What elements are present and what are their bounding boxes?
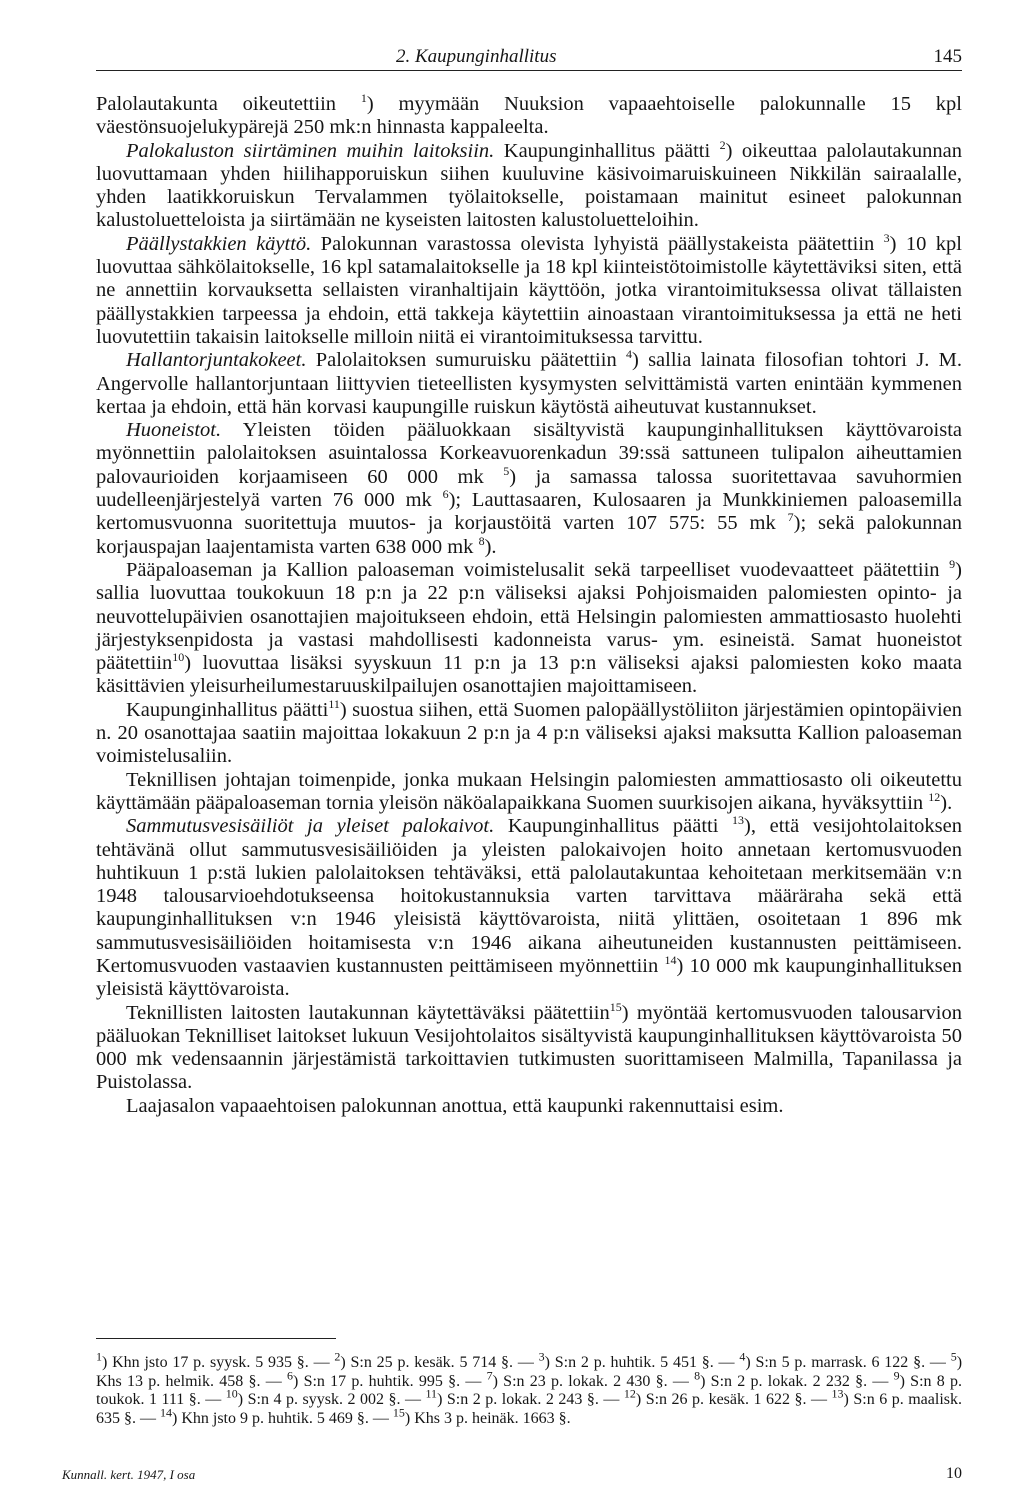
footer-sheet-number: 10 <box>946 1465 962 1482</box>
footnote-ref: 2 <box>719 137 726 152</box>
footnote-ref: 7 <box>486 1368 493 1383</box>
footnote-ref: 3 <box>538 1349 545 1364</box>
text-run: ); sekä palokunnan korjauspajan laajentamista varten 638 000 mk <box>96 512 963 558</box>
paragraph <box>96 419 962 559</box>
text-run: Teknillisten laitosten lautakunnan käytettäväksi päätettiin <box>126 1001 610 1024</box>
text-run: ) S:n 17 p. huhtik. 995 §. — <box>293 1372 487 1390</box>
section-heading: Sammutusvesisäiliöt ja yleiset palokaivot. <box>126 815 495 838</box>
text-run: ) S:n 4 p. syysk. 2 002 §. — <box>237 1391 426 1408</box>
running-header <box>96 40 962 71</box>
section-heading: Huoneistot. <box>126 419 222 442</box>
text-run: ) luovuttaa lisäksi syyskuun 11 p:n ja 13 p:n väliseksi ajaksi palomiesten koko maata käsittävien yleisurheilumestaruuskilpailujen osanottajien majoittamiseen. <box>96 652 962 698</box>
footnote-ref: 13 <box>732 813 745 828</box>
text-run: ) S:n 26 p. kesäk. 1 622 §. — <box>635 1391 832 1408</box>
paragraph <box>96 137 962 233</box>
text-run: Palolaitoksen sumuruisku päätettiin <box>306 349 626 372</box>
text-run: ) S:n 25 p. kesäk. 5 714 §. — <box>340 1354 539 1371</box>
text-run: ) oikeuttaa palolautakunnan luovuttamaan yhden hiilihapporuiskun siihen kuuluvine käsivoimaruiskuineen Nikkilän sairaalalle, yhden laatikkoruiskun Tervalammen työlaitokselle, poistamaan mainitut esineet palokunnan kalustoluetteloista ja siirtämään ne kyseisten laitosten kalustoluetteloihin. <box>96 139 962 232</box>
text-run: ) Khs 13 p. helmik. 458 §. — <box>96 1354 963 1390</box>
paragraph <box>96 1095 962 1118</box>
footnote-ref: 10 <box>225 1386 238 1401</box>
footnote-ref: 8 <box>478 533 485 548</box>
footnote-ref: 6 <box>287 1368 293 1383</box>
footnote-ref: 15 <box>609 999 622 1014</box>
text-run: Teknillisen johtajan toimenpide, jonka mukaan Helsingin palomiesten ammattiosasto oli oikeutettu käyttämään pääpaloaseman tornia yleisön näköalapaikkana Suomen suurkisojen aikana, hyväksyttiin <box>96 768 962 814</box>
footnote-ref: 15 <box>392 1405 405 1420</box>
text-run: Kaupunginhallitus päätti <box>126 698 329 721</box>
text-run: ) S:n 2 p. huhtik. 5 451 §. — <box>544 1354 740 1371</box>
footnote-ref: 5 <box>950 1349 957 1364</box>
text-run: Yleisten töiden pääluokkaan sisältyvistä kaupunginhallituksen käyttövaroista myönnettiin palolaitoksen asuintalossa Korkeavuorenkadun 39:ssä sattuneen tulipalon aiheuttamien palovaurioiden korjaamiseen 60 000 mk <box>96 419 962 488</box>
text-run: ); Lauttasaaren, Kulosaaren ja Munkkiniemen paloasemilla kertomusvuonna suoritettuja muutos- ja korjaustöitä varten 107 575: 55 mk <box>96 489 962 535</box>
footnote-ref: 4 <box>625 347 632 362</box>
footnote-ref: 7 <box>787 510 794 525</box>
text-run: ) myöntää kertomusvuoden talousarvion pääluokan Teknilliset laitokset lukuun Vesijohtolaitos sisältyvistä kaupunginhallituksen käyttövaroista 50 000 mk vedensaannin järjestämistä tarkoittavien tutkimusten suorittamiseen Malmilla, Tapanilassa ja Puistolassa. <box>96 1001 962 1094</box>
footnote-ref: 3 <box>883 230 890 245</box>
footnote-ref: 14 <box>160 1405 172 1420</box>
footnote-rule <box>96 1338 336 1339</box>
text-run: ) S:n 23 p. lokak. 2 430 §. — <box>492 1372 695 1390</box>
text-run: ) S:n 2 p. lokak. 2 243 §. — <box>437 1391 624 1408</box>
text-run: ) suostua siihen, että Suomen palopäällystöliiton järjestämien opintopäivien n. 20 osanottajaa saatiin majoittaa lokakuun 2 p:n ja 4 p:n väliseksi ajaksi maksutta Kallion paloaseman voimistelusaliin. <box>96 698 962 768</box>
text-run: Laajasalon vapaaehtoisen palokunnan anottua, että kaupunki rakennuttaisi esim. <box>126 1094 784 1117</box>
footnote-ref: 1 <box>360 91 367 106</box>
text-run: ) Khs 3 p. heinäk. 1663 §. <box>404 1409 571 1427</box>
text-run: ) myymään Nuuksion vapaaehtoiselle palokunnalle 15 kpl väestönsuojelukypärejä 250 mk:n hinnasta kappaleelta. <box>96 93 963 139</box>
footnote-ref: 14 <box>664 953 677 968</box>
footnote-ref: 8 <box>694 1368 701 1383</box>
text-run: Kaupunginhallitus päätti <box>494 815 733 838</box>
footnote-ref: 4 <box>739 1349 746 1364</box>
footnote-ref: 13 <box>831 1386 844 1401</box>
section-heading: Hallantorjuntakokeet. <box>126 349 307 372</box>
section-heading: Palokaluston siirtäminen muihin laitoksiin. <box>126 139 495 162</box>
paragraph <box>96 349 962 419</box>
text-run: ) 10 000 mk kaupunginhallituksen yleisistä käyttövaroista. <box>96 954 963 1001</box>
page-number: 145 <box>933 46 962 67</box>
footnote-ref: 6 <box>442 487 449 502</box>
text-run: ). <box>940 791 953 814</box>
text-run: ) sallia lainata filosofian tohtori J. M. Angervolle hallantorjuntaan liittyvien tieteellisten kysymysten selvittämistä varten enintään kymmenen kertaa ja ehdoin, että hän korvasi kaupungille ruiskun käytöstä aiheutuvat kustannukset. <box>96 349 962 418</box>
section-heading: Päällystakkien käyttö. <box>126 232 312 255</box>
text-run: Pääpaloaseman ja Kallion paloaseman voimistelusalit sekä tarpeelliset vuodevaatteet päätettiin <box>126 558 950 581</box>
text-run: ) S:n 6 p. maalisk. 635 §. — <box>96 1391 962 1427</box>
paragraph <box>96 769 962 816</box>
footnote-ref: 11 <box>425 1386 438 1401</box>
paragraph <box>96 999 962 1095</box>
paragraph <box>96 93 962 140</box>
text-run: ) S:n 2 p. lokak. 2 232 §. — <box>700 1372 894 1390</box>
paragraph <box>96 230 962 349</box>
header-title: 2. Kaupunginhallitus <box>396 46 557 67</box>
footnote-ref: 1 <box>96 1349 102 1364</box>
paragraph <box>96 559 962 699</box>
footnote-ref: 9 <box>893 1368 900 1383</box>
text-run: ) ja samassa talossa suoritettavaa savuhormien uudelleenjärjestelyä varten 76 000 mk <box>96 465 962 512</box>
paragraph <box>96 696 962 769</box>
text-run: ) Khn jsto 9 p. huhtik. 5 469 §. — <box>172 1409 393 1427</box>
text-run: ) S:n 8 p. toukok. 1 111 §. — <box>96 1372 963 1408</box>
text-run: Palolautakunta oikeutettiin <box>96 93 361 115</box>
paragraph <box>96 815 962 1001</box>
footnote-ref: 11 <box>328 696 340 711</box>
footnote-ref: 10 <box>172 650 185 665</box>
text-run: ). <box>484 535 497 558</box>
text-run: ), että vesijohtolaitoksen tehtävänä ollut sammutusvesisäiliöiden ja yleisten palokaivojen hoito annetaan kertomusvuoden huhtikuun 1 p:stä lukien palolaitoksen tehtäväksi, että palolautakuntaa kehoitetaan merkitsemään v:n 1948 talousarvioehdotukseensa hoitokustannuksia varten tarvittava määräraha sekä että kaupunginhallituksen v:n 1946 yleisistä käyttövaroista, niitä ylittäen, osoitetaan 1 896 mk sammutusvesisäiliöiden hoitamisesta v:n 1946 aikana aiheutuneiden kustannusten peittämiseen. Kertomusvuoden vastaavien kustannusten peittämiseen myönnettiin <box>96 815 962 977</box>
text-run: ) sallia luovuttaa toukokuun 18 p:n ja 22 p:n väliseksi ajaksi Pohjoismaiden palomiesten opinto- ja neuvottelupäivien osanottajien majoitukseen ehdoin, että Helsingin palomiesten ammattiosasto huolehti järjestyksenpidosta ja vastasi mahdollisesti kadonneista varus- ym. esineistä. Samat huoneistot päätettiin <box>96 558 962 675</box>
body-text <box>96 93 962 1118</box>
footnote-ref: 2 <box>334 1349 341 1364</box>
footnote-ref: 12 <box>928 790 941 805</box>
footnote-ref: 12 <box>623 1386 636 1401</box>
text-run: Palokunnan varastossa olevista lyhyistä päällystakeista päätettiin <box>311 232 884 255</box>
footnote-ref: 5 <box>503 463 510 478</box>
text-run: ) 10 kpl luovuttaa sähkölaitokselle, 16 kpl satamalaitokselle ja 18 kpl kiinteistötoimistolle käytettäviksi siten, että ne annettiin korvauksetta sellaisten viranhaltijain käyttöön, jotka virantoimituksessa olivat tällaisten päällystakkien tarpeessa ja ehdoin, että takkeja käytettiin ainoastaan virantoimituksessa ja että ne heti luovutettiin takaisin laitokselle milloin niitä ei virantoimituksessa tarvittu. <box>96 232 962 348</box>
page-footer <box>62 1467 962 1487</box>
footer-publication: Kunnall. kert. 1947, I osa <box>62 1467 196 1482</box>
page <box>96 40 962 1118</box>
text-run: Kaupunginhallitus päätti <box>494 139 720 162</box>
text-run: ) Khn jsto 17 p. syysk. 5 935 §. — <box>102 1354 335 1371</box>
footnote-ref: 9 <box>949 557 956 572</box>
text-run: ) S:n 5 p. marrask. 6 122 §. — <box>745 1354 951 1371</box>
footnotes <box>96 1349 963 1428</box>
